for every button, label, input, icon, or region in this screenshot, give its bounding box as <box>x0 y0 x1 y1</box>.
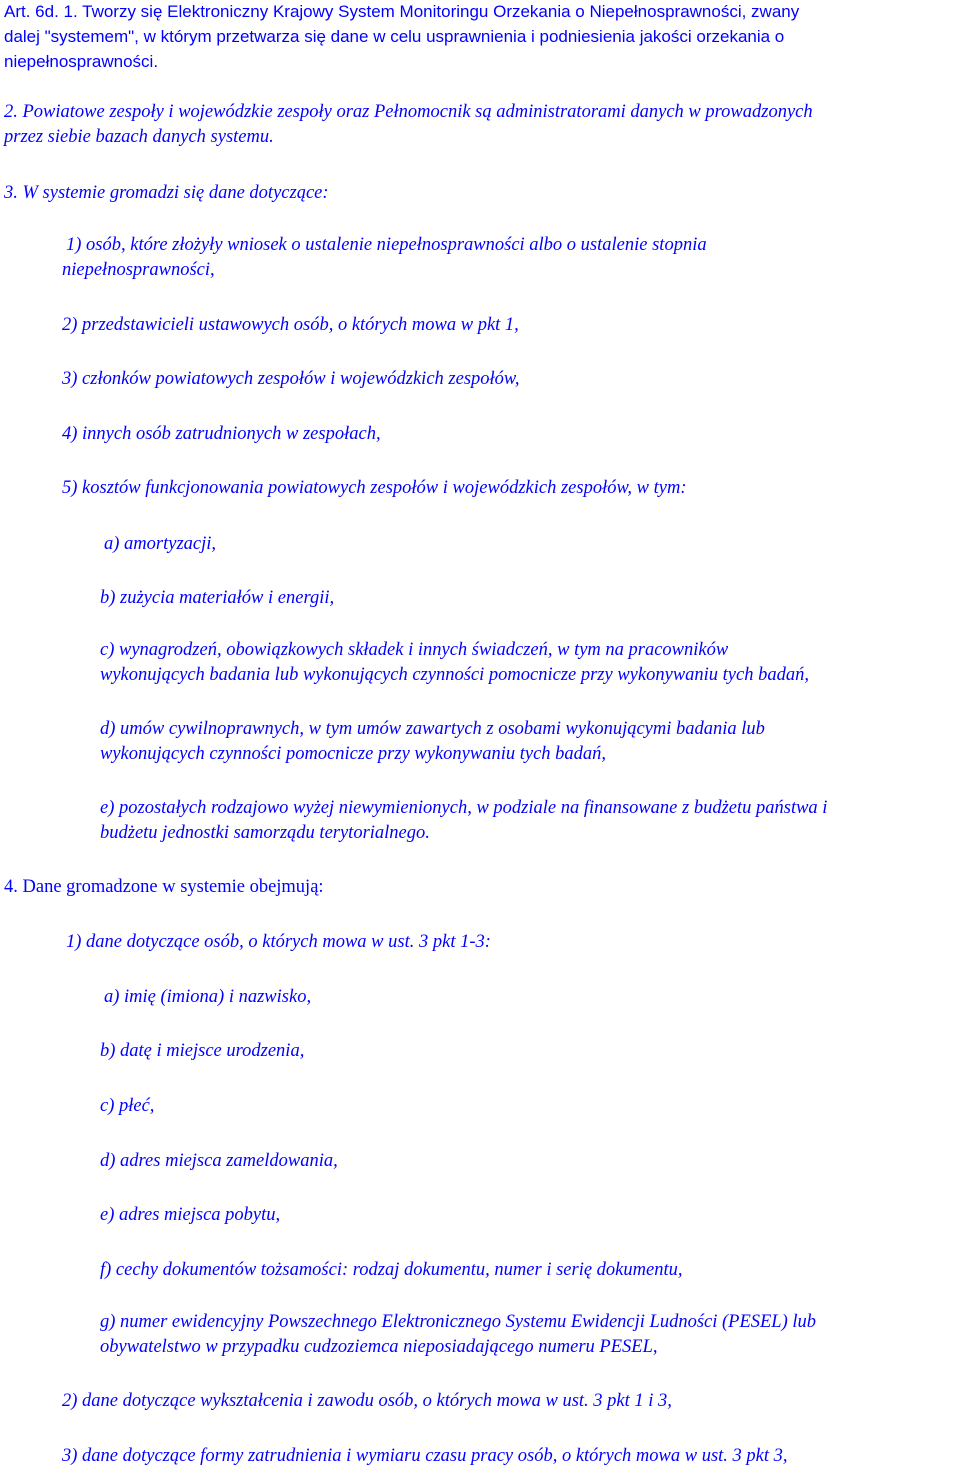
paragraph-4-subitem-d: d) adres miejsca zameldowania, <box>100 1151 338 1171</box>
paragraph-3-subitem-d-line-2: wykonujących czynności pomocnicze przy wykonywaniu tych badań, <box>100 744 607 764</box>
paragraph-4-subitem-a: a) imię (imiona) i nazwisko, <box>104 987 312 1007</box>
paragraph-3-subitem-c-line-1: c) wynagrodzeń, obowiązkowych składek i innych świadczeń, w tym na pracowników <box>100 640 729 660</box>
paragraph-3-item-1-line-2: niepełnosprawności, <box>62 260 215 280</box>
paragraph-4-subitem-f: f) cechy dokumentów tożsamości: rodzaj dokumentu, numer i serię dokumentu, <box>100 1260 683 1280</box>
paragraph-3-item-2: 2) przedstawicieli ustawowych osób, o których mowa w pkt 1, <box>62 315 519 335</box>
paragraph-3-subitem-c-line-2: wykonujących badania lub wykonujących czynności pomocnicze przy wykonywaniu tych badań, <box>100 665 809 685</box>
paragraph-1-line-2: dalej "systemem", w którym przetwarza się dane w celu usprawnienia i podniesienia jakości orzekania o <box>4 27 785 46</box>
paragraph-4-subitem-e: e) adres miejsca pobytu, <box>100 1205 281 1225</box>
paragraph-3-item-5: 5) kosztów funkcjonowania powiatowych zespołów i wojewódzkich zespołów, w tym: <box>62 478 687 498</box>
paragraph-4-subitem-c: c) płeć, <box>100 1096 155 1116</box>
paragraph-3-item-4: 4) innych osób zatrudnionych w zespołach, <box>62 424 381 444</box>
paragraph-4-item-3: 3) dane dotyczące formy zatrudnienia i wymiaru czasu pracy osób, o których mowa w ust. 3 pkt 3, <box>62 1446 788 1466</box>
paragraph-2-line-2: przez siebie bazach danych systemu. <box>4 127 274 147</box>
paragraph-3-item-1 <box>62 233 707 283</box>
paragraph-4-item-2: 2) dane dotyczące wykształcenia i zawodu osób, o których mowa w ust. 3 pkt 1 i 3, <box>62 1391 672 1411</box>
paragraph-2-line-1: 2. Powiatowe zespoły i wojewódzkie zespoły oraz Pełnomocnik są administratorami danych w prowadzonych <box>4 102 813 122</box>
paragraph-3-subitem-d-line-1: d) umów cywilnoprawnych, w tym umów zawartych z osobami wykonującymi badania lub <box>100 719 765 739</box>
paragraph-1-line-3: niepełnosprawności. <box>4 52 159 71</box>
paragraph-4-intro: 4. Dane gromadzone w systemie obejmują: <box>4 877 324 897</box>
paragraph-3-subitem-d <box>100 717 765 767</box>
paragraph-3-item-1-line-1: 1) osób, które złożyły wniosek o ustalenie niepełnosprawności albo o ustalenie stopnia <box>66 235 707 255</box>
paragraph-4-item-1: 1) dane dotyczące osób, o których mowa w ust. 3 pkt 1-3: <box>66 932 491 952</box>
paragraph-3-subitem-e <box>100 796 827 846</box>
paragraph-4-subitem-g-line-2: obywatelstwo w przypadku cudzoziemca nieposiadającego numeru PESEL, <box>100 1337 658 1357</box>
paragraph-1-line-1: Art. 6d. 1. Tworzy się Elektroniczny Krajowy System Monitoringu Orzekania o Niepełnosprawności, zwany <box>4 2 800 21</box>
paragraph-3-intro: 3. W systemie gromadzi się dane dotyczące: <box>4 183 329 203</box>
paragraph-3-subitem-c <box>100 638 809 688</box>
paragraph-4-subitem-g <box>100 1310 816 1360</box>
paragraph-2 <box>4 100 813 150</box>
paragraph-3-item-3: 3) członków powiatowych zespołów i wojewódzkich zespołów, <box>62 369 520 389</box>
paragraph-3-subitem-a: a) amortyzacji, <box>104 534 217 554</box>
paragraph-4-subitem-b: b) datę i miejsce urodzenia, <box>100 1041 305 1061</box>
paragraph-1 <box>4 0 799 74</box>
paragraph-4-subitem-g-line-1: g) numer ewidencyjny Powszechnego Elektronicznego Systemu Ewidencji Ludności (PESEL) lub <box>100 1312 817 1332</box>
paragraph-3-subitem-b: b) zużycia materiałów i energii, <box>100 588 335 608</box>
paragraph-3-subitem-e-line-2: budżetu jednostki samorządu terytorialnego. <box>100 823 430 843</box>
paragraph-3-subitem-e-line-1: e) pozostałych rodzajowo wyżej niewymienionych, w podziale na finansowane z budżetu państwa i <box>100 798 828 818</box>
